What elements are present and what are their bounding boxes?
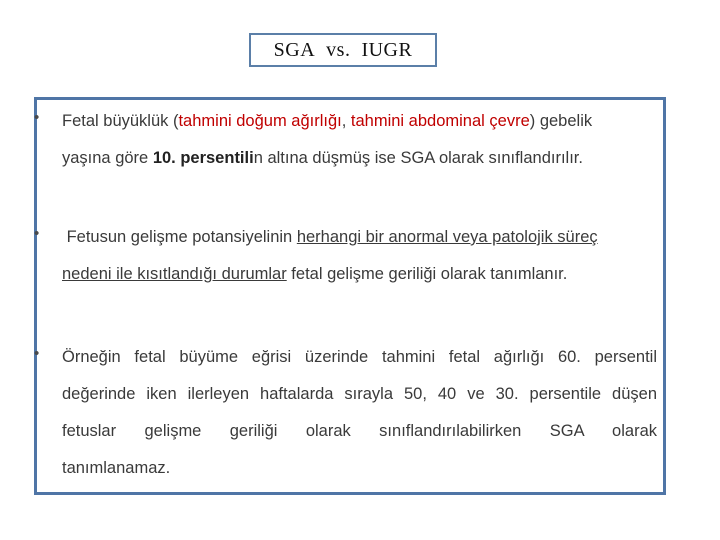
text-line: Örneğin fetal büyüme eğrisi üzerinde tahmini fetal ağırlığı 60. persentil (62, 348, 657, 366)
text-line: değerinde iken ilerleyen haftalarda sırayla 50, 40 ve 30. persentile düşen (62, 385, 657, 403)
text-line: fetuslar gelişme geriliği olarak sınıflandırılabilirken SGA olarak (62, 422, 657, 440)
highlight-text: tahmini abdominal çevre (350, 112, 530, 130)
text-line: yaşına göre 10. persentilin altına düşmüş ise SGA olarak sınıflandırılır. (62, 149, 583, 167)
text-line: tanımlanamaz. (62, 459, 171, 477)
bullet-dot: • (34, 109, 40, 126)
title-sga: SGA (273, 38, 316, 61)
content-panel (34, 97, 666, 495)
bullet-example (62, 339, 657, 487)
text-line: nedeni ile kısıtlandığı durumlar fetal gelişme geriliği olarak tanımlanır. (62, 265, 568, 283)
bullet-dot: • (34, 225, 40, 242)
title-vs: vs. (326, 38, 351, 61)
bullet-iugr-definition (62, 219, 657, 293)
text-line: Fetal büyüklük (tahmini doğum ağırlığı, tahmini abdominal çevre) gebelik (62, 112, 593, 130)
highlight-text: tahmini doğum ağırlığı (178, 112, 342, 130)
underlined-text: nedeni ile kısıtlandığı durumlar (62, 265, 287, 283)
bullet-dot: • (34, 345, 40, 362)
title-iugr: IUGR (361, 38, 413, 61)
slide-title (249, 33, 437, 67)
underlined-text: herhangi bir anormal veya patolojik süreç (296, 228, 598, 246)
bullet-sga-definition (62, 103, 657, 177)
text-line: Fetusun gelişme potansiyelinin herhangi bir anormal veya patolojik süreç (66, 228, 598, 246)
bold-text: 10. persentili (152, 149, 254, 167)
